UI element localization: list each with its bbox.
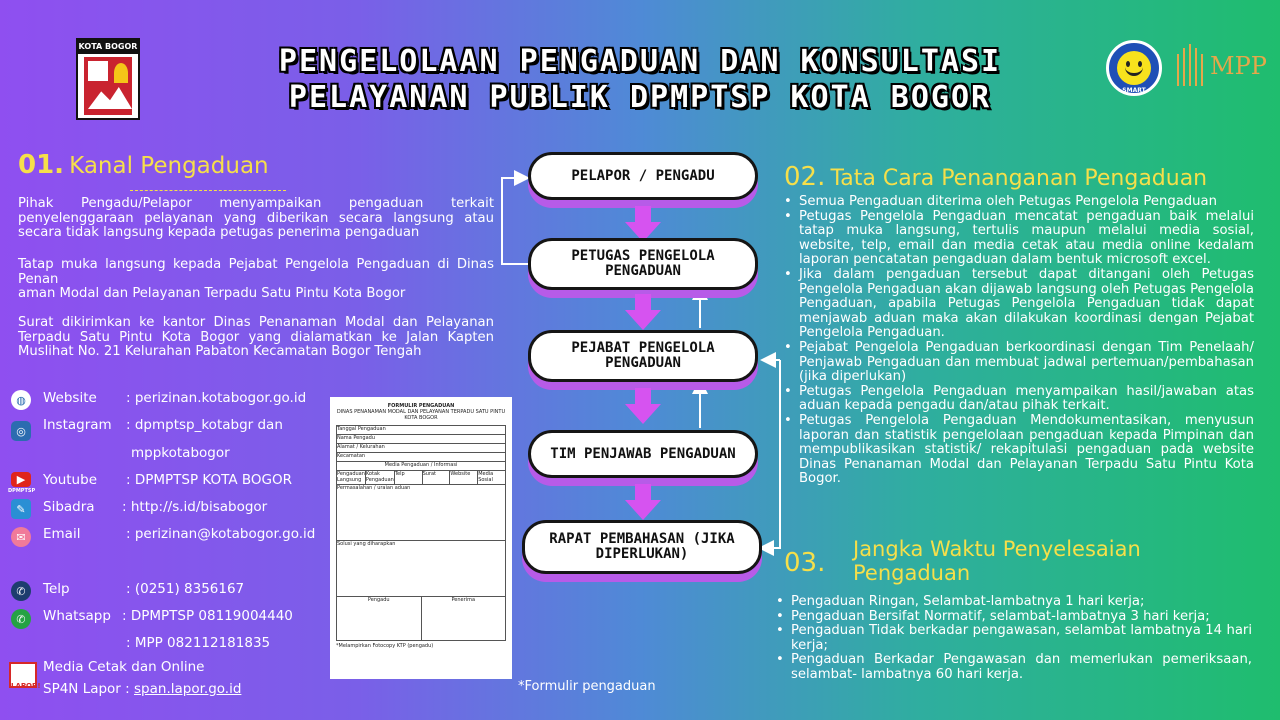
section3-title	[853, 537, 1141, 585]
lapor-label: SP4N Lapor	[43, 681, 121, 697]
website-link[interactable]: : perizinan.kotabogor.go.id	[126, 390, 307, 406]
smart-caption: SMART	[1122, 87, 1146, 94]
down-arrow-icon	[625, 206, 661, 242]
down-arrow-icon	[625, 388, 661, 424]
section3-title-line-2: Pengaduan	[853, 561, 971, 585]
form-media-cell: Surat	[423, 471, 451, 484]
flow-step-tim: TIM PENJAWAB PENGADUAN	[528, 430, 758, 478]
form-area: Permasalahan / uraian aduan	[336, 485, 506, 541]
whatsapp-value-2[interactable]: : MPP 082112181835	[126, 635, 271, 651]
mpp-text: MPP	[1210, 52, 1267, 80]
form-media-row	[336, 471, 506, 485]
section2-title: Tata Cara Penanganan Pengaduan	[830, 166, 1208, 191]
form-media-header: Media Pengaduan / Informasi	[336, 462, 506, 471]
section1-underline	[130, 190, 286, 191]
flow-step-pejabat: PEJABAT PENGELOLA PENGADUAN	[528, 330, 758, 382]
shield-icon	[84, 57, 132, 115]
instagram-icon: ◎	[11, 421, 31, 441]
form-city: KOTA BOGOR	[404, 415, 438, 421]
email-label: Email	[43, 526, 81, 542]
form-sign: Pengadu	[337, 597, 422, 640]
section1-heading	[18, 150, 269, 180]
phone-icon: ✆	[11, 581, 31, 601]
youtube-value[interactable]: : DPMPTSP KOTA BOGOR	[126, 472, 292, 488]
logo-caption: KOTA BOGOR	[78, 40, 138, 54]
section1-para-4: Surat dikirimkan ke kantor Dinas Penanaman Modal dan Pelayanan Terpadu Satu Pintu Kota Bogor yang dialamatkan ke Jalan Kapten Muslihat No. 21 Kelurahan Pabaton Kecamatan Bogor Tengah	[18, 315, 494, 360]
form-title: FORMULIR PENGADUAN	[387, 403, 455, 409]
list-item: • Pengaduan Tidak berkadar pengawasan, selambat lambatnya 14 hari kerja;	[776, 624, 1252, 653]
form-media-cell: Website	[450, 471, 478, 484]
smart-logo	[1106, 40, 1162, 96]
whatsapp-icon: ✆	[11, 609, 31, 629]
flow-step-pelapor: PELAPOR / PENGADU	[528, 152, 758, 200]
section2-list	[784, 195, 1254, 487]
section1-title: Kanal Pengaduan	[69, 153, 269, 179]
list-item: • Pengaduan Ringan, Selambat-lambatnya 1 hari kerja;	[776, 595, 1252, 610]
section1-para-1: Pihak Pengadu/Pelapor menyampaikan pengaduan terkait penyelenggaraan pelayanan yang diberikan secara langsung atau secara tidak langsung kepada petugas penerima pengaduan	[18, 196, 494, 241]
telp-label: Telp	[43, 581, 70, 597]
form-field: Nama Pengadu	[336, 435, 506, 444]
whatsapp-value[interactable]: : DPMPTSP 08119004440	[122, 608, 293, 624]
smiley-icon	[1117, 51, 1151, 85]
instagram-label: Instagram	[43, 417, 112, 433]
list-item: • Jika dalam pengaduan tersebut dapat ditangani oleh Petugas Pengelola Pengaduan akan dijawab langsung oleh Petugas Pengelola Pengaduan, apabila Petugas Pengelola Pengaduan tidak dapat menjawab aduan maka akan dilakukan koordinasi dengan Pejabat Pengelola Pengaduan.	[784, 268, 1254, 341]
instagram-value[interactable]: : dpmptsp_kotabgr dan	[126, 417, 283, 433]
lapor-icon: LAPOR!	[9, 662, 37, 688]
form-media-cell: Kotak Pengaduan	[365, 471, 394, 483]
youtube-label: Youtube	[43, 472, 97, 488]
lapor-link[interactable]: span.lapor.go.id	[134, 681, 242, 697]
section1-para-3: aman Modal dan Pelayanan Terpadu Satu Pintu Kota Bogor	[18, 286, 406, 301]
website-label: Website	[43, 390, 97, 406]
lapor-line-2: SP4N Lapor : span.lapor.go.id	[43, 681, 242, 697]
form-footnote: *Melampirkan Fotocopy KTP (pengadu)	[336, 643, 434, 649]
form-media-cell: Pengaduan Langsung	[337, 471, 365, 483]
page-title	[190, 44, 1090, 116]
section1-para-2: Tatap muka langsung kepada Pejabat Pengelola Pengaduan di Dinas Penan	[18, 257, 494, 287]
complaint-form-image	[330, 397, 512, 679]
title-line-2: PELAYANAN PUBLIK DPMPTSP KOTA BOGOR	[288, 80, 992, 115]
list-item: • Pengaduan Bersifat Normatif, selambat-lambatnya 3 hari kerja;	[776, 610, 1252, 625]
instagram-value-2[interactable]: mppkotabogor	[131, 445, 230, 461]
section3-title-line-1: Jangka Waktu Penyelesaian	[853, 537, 1141, 561]
sibadra-icon: ✎	[11, 499, 31, 519]
form-sign: Penerima	[451, 597, 476, 603]
list-item: • Petugas Pengelola Pengaduan menyampaikan hasil/jawaban atas aduan kepada pengadu dan/atau pihak terkait.	[784, 385, 1254, 414]
flow-step-rapat: RAPAT PEMBAHASAN (JIKA DIPERLUKAN)	[522, 520, 762, 574]
section2-number: 02.	[784, 162, 826, 192]
section2-heading	[784, 162, 1207, 192]
form-field: Alamat / Kelurahan	[336, 444, 506, 453]
list-item: • Petugas Pengelola Pengaduan Mendokumentasikan, menyusun laporan dan statistik pengelolaan pengaduan kepada Pimpinan dan mempublikasikan statistik/ rekapitulasi pengaduan pada website Dinas Penanaman Modal dan Pelayanan Terpadu Satu Pintu Kota Bogor.	[784, 414, 1254, 487]
form-subtitle: DINAS PENANAMAN MODAL DAN PELAYANAN TERPADU SATU PINTU	[336, 409, 506, 415]
down-arrow-icon	[625, 294, 661, 330]
list-item: • Pejabat Pengelola Pengaduan berkoordinasi dengan Tim Penelaah/ Penjawab Pengaduan dan membuat jadwal pertemuan/pembahasan (jika diperlukan)	[784, 341, 1254, 385]
lapor-line-1: Media Cetak dan Online	[43, 659, 205, 675]
form-field: Tanggal Pengaduan	[336, 426, 506, 435]
form-caption: *Formulir pengaduan	[518, 679, 656, 694]
youtube-icon: ▶	[11, 472, 31, 487]
title-line-1: PENGELOLAAN PENGADUAN DAN KONSULTASI	[278, 44, 1002, 79]
form-field: Kecamatan	[336, 453, 506, 462]
form-media-cell: Telp	[395, 471, 423, 484]
sibadra-link[interactable]: : http://s.id/bisabogor	[122, 499, 268, 515]
whatsapp-label: Whatsapp	[43, 608, 111, 624]
mpp-logo	[1172, 40, 1267, 96]
telp-value[interactable]: : (0251) 8356167	[126, 581, 245, 597]
down-arrow-icon	[625, 484, 661, 520]
section3-list	[776, 595, 1252, 683]
section1-number: 01.	[18, 150, 65, 180]
email-link[interactable]: : perizinan@kotabogor.go.id	[126, 526, 316, 542]
form-area: Solusi yang diharapkan	[336, 541, 506, 597]
list-item: • Semua Pengaduan diterima oleh Petugas Pengelola Pengaduan	[784, 195, 1254, 210]
globe-icon: ◍	[11, 390, 31, 410]
youtube-icon-caption: DPMPTSP	[8, 488, 36, 494]
flow-step-petugas: PETUGAS PENGELOLA PENGADUAN	[528, 238, 758, 290]
sibadra-label: Sibadra	[43, 499, 95, 515]
list-item: • Pengaduan Berkadar Pengawasan dan memerlukan pemeriksaan, selambat- lambatnya 60 hari kerja.	[776, 653, 1252, 682]
form-sign-row	[336, 597, 506, 641]
kota-bogor-logo	[76, 38, 140, 120]
section3-number: 03.	[784, 548, 826, 578]
email-icon: ✉	[11, 527, 31, 547]
form-media-cell: Media Sosial	[478, 471, 494, 483]
list-item: • Petugas Pengelola Pengaduan mencatat pengaduan baik melalui tatap muka langsung, tertulis maupun melalui media sosial, website, telp, email dan media cetak atau media online kedalam laporan pencatatan pengaduan dalam bentuk microsoft excel.	[784, 210, 1254, 268]
